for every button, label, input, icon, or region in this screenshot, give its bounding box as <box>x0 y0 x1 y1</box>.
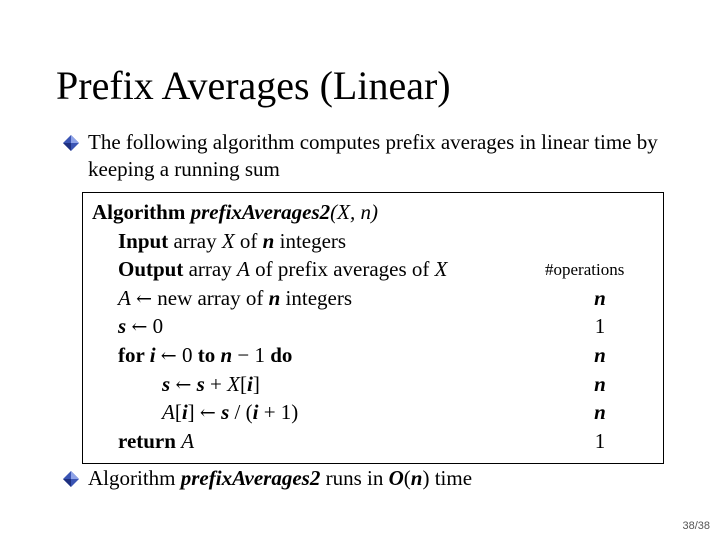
text: [ <box>174 400 182 424</box>
algo-line-4 <box>162 370 260 399</box>
algo-line-2 <box>118 312 163 341</box>
text: Algorithm <box>88 466 181 490</box>
keyword: Algorithm <box>92 200 191 224</box>
text: ( <box>403 466 411 490</box>
variable: X <box>221 229 235 253</box>
text: of prefix averages of <box>249 257 435 281</box>
variable: X <box>434 257 448 281</box>
text: integers <box>280 286 353 310</box>
operation-count: 1 <box>594 314 606 338</box>
variable: s <box>118 314 127 338</box>
bullet-conclusion <box>88 465 472 492</box>
assign-arrow-icon: ← <box>136 288 152 310</box>
variable: s <box>221 400 230 424</box>
diamond-bullet-icon <box>62 470 80 488</box>
text: ] <box>252 372 260 396</box>
text: + 1) <box>258 400 299 424</box>
operation-count: n <box>594 372 606 396</box>
big-o: O <box>388 466 404 490</box>
algorithm-header <box>92 198 378 226</box>
text: ] <box>187 400 195 424</box>
variable: s <box>162 372 171 396</box>
text: / ( <box>229 400 253 424</box>
keyword: Output <box>118 257 184 281</box>
algo-input-line <box>118 227 346 255</box>
text: [ <box>239 372 247 396</box>
operations-header: #operations <box>545 260 625 279</box>
algorithm-name: prefixAverages2 <box>180 466 321 490</box>
keyword: Input <box>118 229 169 253</box>
assign-arrow-icon: ← <box>160 345 177 367</box>
algo-line-5 <box>162 398 298 427</box>
operation-count: n <box>594 343 606 367</box>
variable: i <box>149 343 156 367</box>
text: integers <box>274 229 347 253</box>
bullet-text: The following algorithm computes prefix averages in linear time by keeping a running sum <box>88 130 658 181</box>
text: new array of <box>152 286 269 310</box>
variable: A <box>118 286 131 310</box>
assign-arrow-icon: ← <box>199 402 216 424</box>
variable: n <box>410 466 423 490</box>
bullet-description <box>88 129 688 183</box>
text: 0 <box>147 314 164 338</box>
assign-arrow-icon: ← <box>175 374 192 396</box>
algo-return-line <box>118 427 194 455</box>
keyword: do <box>270 343 293 367</box>
variable: i <box>246 372 253 396</box>
keyword: return <box>118 429 182 453</box>
operation-count: n <box>594 400 606 424</box>
variable: i <box>252 400 259 424</box>
variable: n <box>262 229 275 253</box>
keyword: for <box>118 343 150 367</box>
text: time <box>429 466 473 490</box>
text: array <box>168 229 222 253</box>
variable: i <box>181 400 188 424</box>
text: − 1 <box>232 343 271 367</box>
algo-line-1 <box>118 284 352 313</box>
text: + <box>204 372 228 396</box>
assign-arrow-icon: ← <box>131 316 148 338</box>
algorithm-name: prefixAverages2 <box>190 200 331 224</box>
algo-output-line <box>118 255 447 283</box>
text: 0 <box>176 343 198 367</box>
diamond-bullet-icon <box>62 134 80 152</box>
variable: n <box>220 343 233 367</box>
variable: A <box>181 429 195 453</box>
text: of <box>234 229 263 253</box>
page-number: 38/38 <box>682 520 710 532</box>
operation-count: n <box>594 286 606 310</box>
text: runs in <box>320 466 389 490</box>
variable: s <box>196 372 205 396</box>
variable: A <box>162 400 175 424</box>
keyword: to <box>197 343 221 367</box>
algorithm-args: (X, n) <box>330 200 378 224</box>
variable: n <box>268 286 281 310</box>
text: ) <box>422 466 430 490</box>
variable: A <box>237 257 250 281</box>
text: array <box>183 257 237 281</box>
variable: X <box>227 372 240 396</box>
operation-count: 1 <box>594 429 606 453</box>
algo-line-3 <box>118 341 292 370</box>
page-title: Prefix Averages (Linear) <box>56 63 451 108</box>
